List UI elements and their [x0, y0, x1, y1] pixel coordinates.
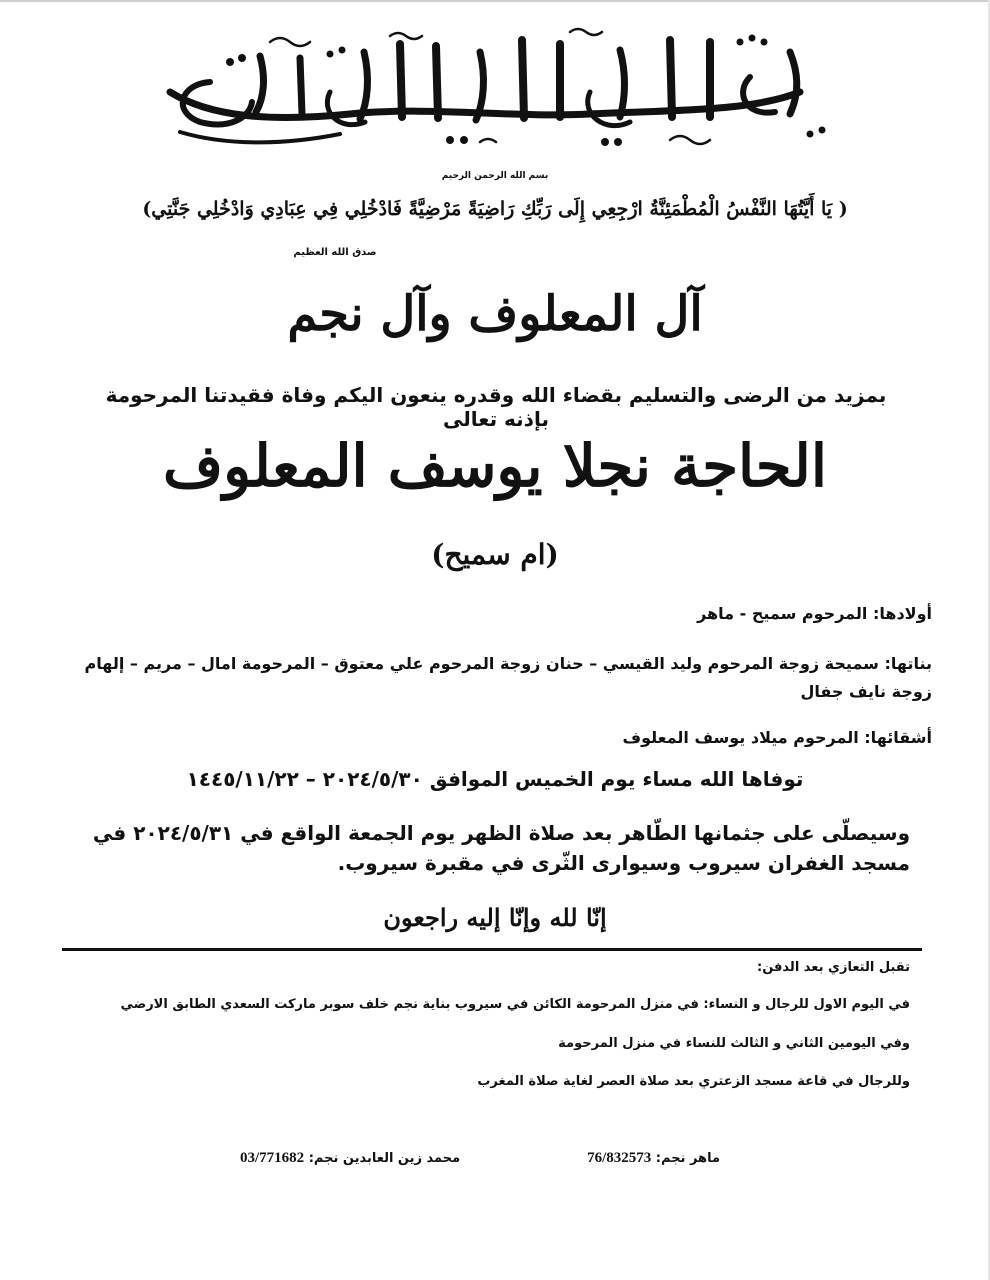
- condolences-heading: تقبل التعازي بعد الدفن:: [757, 960, 910, 975]
- condolences-men: وللرجال في قاعة مسجد الزعتري بعد صلاة العصر لغاية صلاة المغرب: [477, 1074, 910, 1089]
- contact-number: 76/832573: [587, 1150, 652, 1166]
- condolences-days23: وفي اليومين الثاني و الثالث للنساء في منزل المرحومة: [558, 1036, 910, 1051]
- contact-label: محمد زين العابدين نجم:: [308, 1151, 461, 1166]
- family-names: آل المعلوف وآل نجم: [287, 286, 703, 342]
- inna-lillah: إنّا لله وإنّا إليه راجعون: [383, 903, 607, 932]
- calligraphy-header: [150, 22, 840, 157]
- contact-number: 03/771682: [240, 1150, 305, 1166]
- top-border: [0, 0, 990, 2]
- quran-verse: ( يَا أَيَّتُهَا النَّفْسُ الْمُطْمَئِنَّةُ ارْجِعِي إِلَى رَبِّكِ رَاضِيَةً مَرْضِيَّةً فَادْخُلِي فِي عِبَادِي وَادْخُلِي جَنَّتِي): [142, 198, 848, 220]
- divider: [62, 948, 922, 951]
- calligraphy-drawing: [150, 22, 840, 157]
- contacts-row: [240, 1150, 720, 1174]
- funeral-details: وسيصلّى على جثمانها الطّاهر بعد صلاة الظهر يوم الجمعة الواقع في ٢٠٢٤/٥/٣١ في مسجد الغفران سيروب وسيوارى الثّرى في مقبرة سيروب.: [92, 821, 910, 875]
- death-date: توفاها الله مساء يوم الخميس الموافق ٢٠٢٤/٥/٣٠ – ١٤٤٥/١١/٢٢: [186, 767, 804, 791]
- sadaq-text: صدق الله العظيم: [293, 247, 377, 258]
- daughters-line: بناتها: سميحة زوجة المرحوم وليد القيسي – حنان زوجة المرحوم علي معتوق – المرحومة امال – مريم – إلهام زوجة نايف جفال: [84, 654, 932, 701]
- basmala: بسم الله الرحمن الرحيم: [441, 171, 549, 181]
- contact-mohammad: [240, 1150, 460, 1167]
- announcement-intro: بمزيد من الرضى والتسليم بقضاء الله وقدره ينعون اليكم وفاة فقيدتنا المرحومة بإذنه تعالى: [105, 383, 887, 431]
- contact-maher: [587, 1150, 720, 1167]
- brothers-line: أشقائها: المرحوم ميلاد يوسف المعلوف: [622, 728, 932, 747]
- sons-line: أولادها: المرحوم سميح - ماهر: [697, 604, 932, 623]
- deceased-name: الحاجة نجلا يوسف المعلوف: [163, 432, 827, 500]
- deceased-kunya: (ام سميح): [431, 538, 559, 571]
- condolences-day1: في اليوم الاول للرجال و النساء: في منزل المرحومة الكائن في سيروب بناية نجم خلف سوبر ماركت السعدي الطابق الارضي: [120, 997, 910, 1012]
- contact-label: ماهر نجم:: [655, 1151, 720, 1166]
